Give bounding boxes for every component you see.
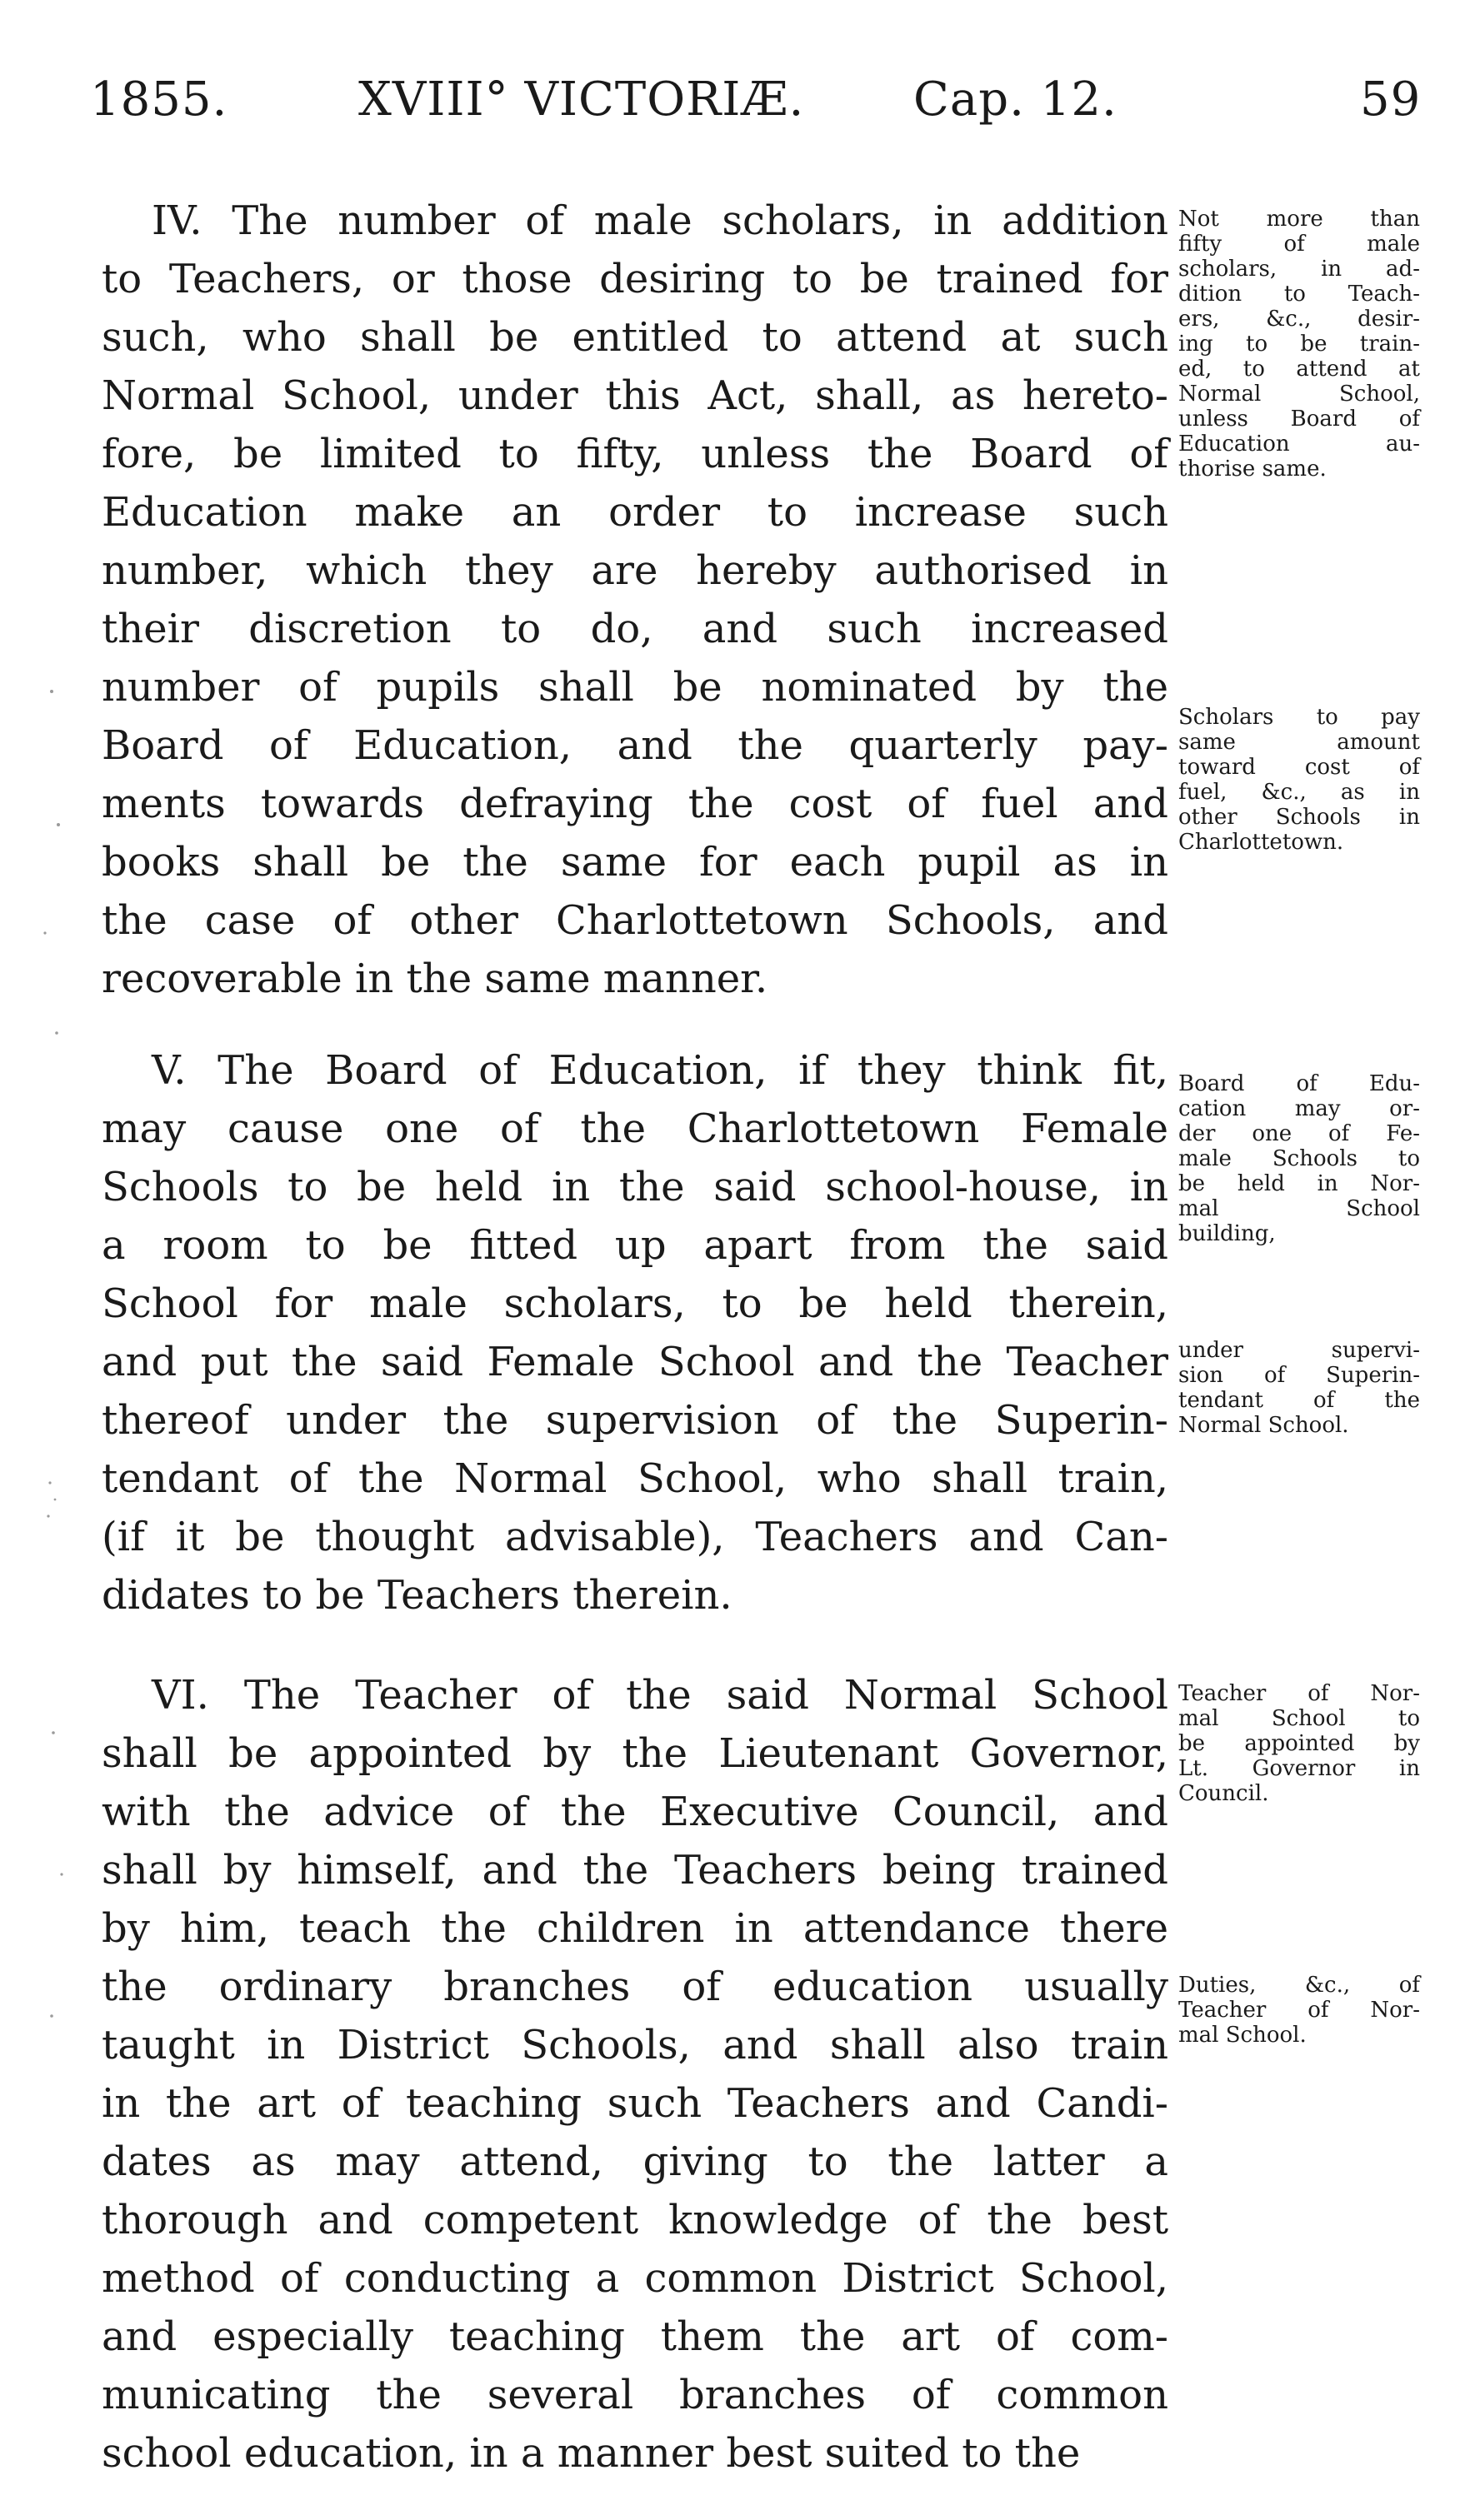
- text-line: School for male scholars, to be held therein,: [102, 1280, 1168, 1327]
- note-line: be held in Nor-: [1178, 1171, 1420, 1196]
- text-line: Schools to be held in the said school-house, in: [102, 1164, 1168, 1210]
- note-line: fuel, &c., as in: [1178, 780, 1420, 805]
- text-line: V. The Board of Education, if they think fit,: [152, 1047, 1168, 1094]
- text-line: tendant of the Normal School, who shall train,: [102, 1455, 1168, 1502]
- note-line: Teacher of Nor-: [1178, 1681, 1420, 1706]
- note-line: fifty of male: [1178, 232, 1420, 257]
- note-line: same amount: [1178, 730, 1420, 755]
- text-line: the case of other Charlottetown Schools, and: [102, 897, 1168, 944]
- note-line: mal School to: [1178, 1706, 1420, 1731]
- note-line: under supervi-: [1178, 1338, 1420, 1363]
- marginal-note-teacher-duties: [1178, 1973, 1420, 2048]
- text-line: and especially teaching them the art of com-: [102, 2313, 1168, 2360]
- note-line: male Schools to: [1178, 1146, 1420, 1171]
- text-line: method of conducting a common District School,: [102, 2255, 1168, 2302]
- text-line: their discretion to do, and such increased: [102, 606, 1168, 652]
- text-line: number of pupils shall be nominated by the: [102, 664, 1168, 711]
- header-year: 1855.: [90, 72, 228, 127]
- header-page-number: 59: [1360, 72, 1422, 127]
- note-line: ers, &c., desir-: [1178, 307, 1420, 332]
- note-line: Council.: [1178, 1781, 1269, 1806]
- note-line: tendant of the: [1178, 1388, 1420, 1413]
- note-line: Duties, &c., of: [1178, 1973, 1420, 1998]
- header-chapter: Cap. 12.: [913, 72, 1118, 127]
- note-line: mal School.: [1178, 2023, 1307, 2048]
- note-line: der one of Fe-: [1178, 1121, 1420, 1146]
- note-line: toward cost of: [1178, 755, 1420, 780]
- note-line: Scholars to pay: [1178, 705, 1420, 730]
- text-line: taught in District Schools, and shall also train: [102, 2022, 1168, 2068]
- text-line: municating the several branches of common: [102, 2372, 1168, 2418]
- marginal-note-scholars-pay: [1178, 705, 1420, 855]
- text-line: shall by himself, and the Teachers being trained: [102, 1847, 1168, 1894]
- note-line: thorise same.: [1178, 457, 1327, 482]
- text-line: with the advice of the Executive Council, and: [102, 1789, 1168, 1835]
- text-line: by him, teach the children in attendance there: [102, 1905, 1168, 1952]
- text-line: in the art of teaching such Teachers and Candi-: [102, 2080, 1168, 2127]
- note-line: Normal School,: [1178, 382, 1420, 407]
- margin-specks-decoration: [33, 683, 83, 2183]
- text-line: Normal School, under this Act, shall, as hereto-: [102, 372, 1168, 419]
- note-line: Normal School.: [1178, 1413, 1349, 1438]
- text-line: the ordinary branches of education usually: [102, 1964, 1168, 2010]
- text-line: shall be appointed by the Lieutenant Governor,: [102, 1730, 1168, 1777]
- text-line: school education, in a manner best suited to the: [102, 2430, 1081, 2477]
- note-line: be appointed by: [1178, 1731, 1420, 1756]
- note-line: scholars, in ad-: [1178, 257, 1420, 282]
- note-line: sion of Superin-: [1178, 1363, 1420, 1388]
- note-line: ing to be train-: [1178, 332, 1420, 357]
- text-line: such, who shall be entitled to attend at such: [102, 314, 1168, 361]
- marginal-note-fifty-scholars: [1178, 207, 1420, 482]
- header-reign: XVIII° VICTORIÆ.: [358, 72, 805, 127]
- marginal-note-female-school: [1178, 1071, 1420, 1246]
- section-v-text: [102, 1041, 1168, 1624]
- text-line: ments towards defraying the cost of fuel and: [102, 781, 1168, 827]
- text-line: (if it be thought advisable), Teachers and Can-: [102, 1514, 1168, 1560]
- text-line: to Teachers, or those desiring to be trained for: [102, 256, 1168, 302]
- marginal-note-supervision: [1178, 1338, 1420, 1438]
- note-line: unless Board of: [1178, 407, 1420, 432]
- marginal-note-teacher-appointed: [1178, 1681, 1420, 1806]
- section-iv-text: [102, 192, 1168, 1008]
- note-line: dition to Teach-: [1178, 282, 1420, 307]
- text-line: Education make an order to increase such: [102, 489, 1168, 536]
- text-line: IV. The number of male scholars, in addition: [152, 197, 1168, 244]
- text-line: recoverable in the same manner.: [102, 956, 768, 1002]
- note-line: Lt. Governor in: [1178, 1756, 1420, 1781]
- note-line: Education au-: [1178, 432, 1420, 457]
- note-line: ed, to attend at: [1178, 357, 1420, 382]
- text-line: didates to be Teachers therein.: [102, 1572, 732, 1619]
- note-line: cation may or-: [1178, 1096, 1420, 1121]
- text-line: books shall be the same for each pupil as in: [102, 839, 1168, 886]
- text-line: number, which they are hereby authorised in: [102, 547, 1168, 594]
- text-line: thereof under the supervision of the Superin-: [102, 1397, 1168, 1444]
- text-line: Board of Education, and the quarterly pay-: [102, 722, 1168, 769]
- note-line: mal School: [1178, 1196, 1420, 1221]
- text-line: and put the said Female School and the Teacher: [102, 1339, 1168, 1385]
- text-line: dates as may attend, giving to the latter a: [102, 2138, 1168, 2185]
- section-vi-text: [102, 1666, 1168, 2483]
- text-line: thorough and competent knowledge of the best: [102, 2197, 1168, 2243]
- note-line: Charlottetown.: [1178, 830, 1344, 855]
- note-line: building,: [1178, 1221, 1276, 1246]
- text-line: VI. The Teacher of the said Normal School: [152, 1672, 1168, 1719]
- note-line: Not more than: [1178, 207, 1420, 232]
- note-line: Board of Edu-: [1178, 1071, 1420, 1096]
- text-line: may cause one of the Charlottetown Female: [102, 1105, 1168, 1152]
- note-line: other Schools in: [1178, 805, 1420, 830]
- note-line: Teacher of Nor-: [1178, 1998, 1420, 2023]
- text-line: fore, be limited to fifty, unless the Board of: [102, 431, 1168, 477]
- text-line: a room to be fitted up apart from the said: [102, 1222, 1168, 1269]
